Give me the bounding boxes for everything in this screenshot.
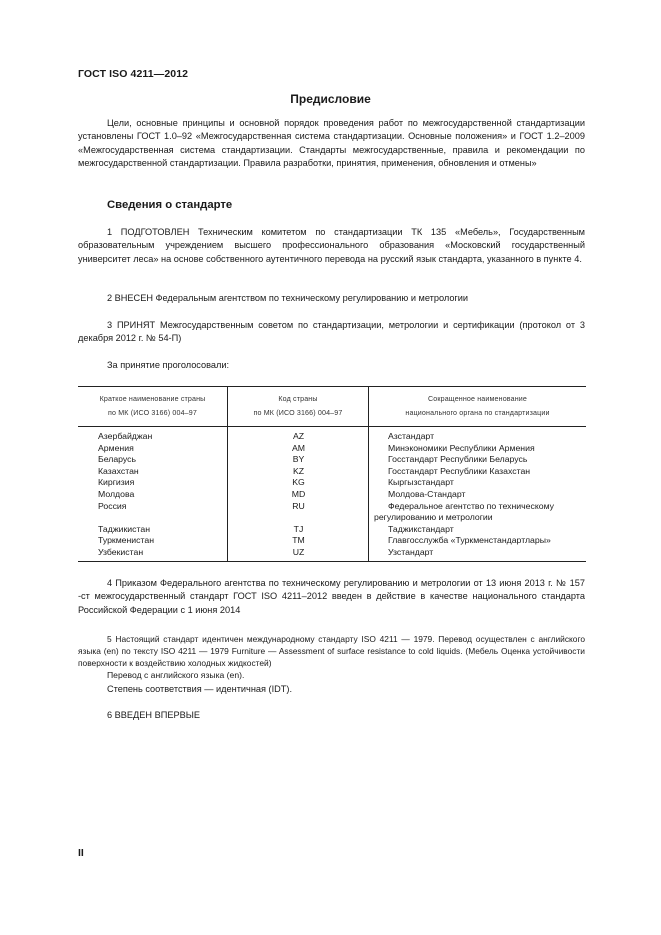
country-name: Беларусь bbox=[98, 454, 136, 465]
section-title: Сведения о стандарте bbox=[107, 199, 233, 211]
header-standards-body: Сокращенное наименование национального органа по стандартизации bbox=[405, 395, 550, 417]
header-country-name: Краткое наименование страны по МК (ИСО 3166) 004–97 bbox=[99, 395, 206, 417]
standards-body: регулированию и метрологии bbox=[374, 512, 493, 523]
standards-body: Госстандарт Республики Казахстан bbox=[388, 465, 531, 476]
standards-body: Таджикстандарт bbox=[388, 523, 454, 534]
country-name: Армения bbox=[98, 442, 134, 453]
country-code bbox=[228, 512, 369, 524]
translation-note: Перевод с английского языка (en). bbox=[107, 670, 245, 680]
preface-title: Предисловие bbox=[290, 92, 371, 106]
item-4-order: 4 Приказом Федерального агентства по техническому регулированию и метрологии от 13 июня 2013 г. № 157 -ст межгосударственный стандарт ГОСТ ISO 4211–2012 введен в действие в качестве национального стандарта Российской Федерации с 1 июня 2014 bbox=[78, 578, 585, 615]
country-name-column bbox=[98, 431, 154, 559]
country-code-column bbox=[228, 431, 369, 559]
item-1-prepared: 1 ПОДГОТОВЛЕН Техническим комитетом по стандартизации ТК 135 «Мебель», Государственным образовательным учреждением высшего профессионального образования «Московский государственный университет леса» на основе собственного аутентичного перевода на русский язык стандарта, указанного в пункте 4. bbox=[78, 227, 585, 264]
standards-body: Азстандарт bbox=[388, 431, 435, 441]
country-name: Россия bbox=[98, 500, 127, 511]
voted-label: За принятие проголосовали: bbox=[107, 360, 230, 370]
country-name: Туркменистан bbox=[98, 535, 155, 546]
country-name: Казахстан bbox=[98, 465, 139, 476]
page-number: II bbox=[78, 847, 84, 859]
standards-body: Госстандарт Республики Беларусь bbox=[388, 454, 528, 465]
country-code: KZ bbox=[292, 465, 305, 476]
header-country-code: Код страны по МК (ИСО 3166) 004–97 bbox=[253, 395, 343, 417]
standards-body: Молдова-Стандарт bbox=[388, 488, 466, 499]
preface-text: Цели, основные принципы и основной порядок проведения работ по межгосударственной стандартизации установлены ГОСТ 1.0–92 «Межгосударственная система стандартизации. Основные положения» и ГОСТ 1.2–2009 «Межгосударственная система стандартизации. Стандарты межгосударственные, правила и рекомендации по межгосударственной стандартизации. Правила разработки, принятия, применения, обновления и отмены» bbox=[78, 118, 585, 168]
standards-body-column bbox=[374, 431, 554, 559]
country-name: Киргизия bbox=[98, 477, 135, 488]
country-code: TJ bbox=[293, 523, 304, 534]
country-code: KG bbox=[292, 477, 305, 488]
country-code: RU bbox=[292, 500, 305, 511]
country-code: UZ bbox=[292, 546, 305, 557]
country-code: AM bbox=[291, 442, 306, 453]
country-code: AZ bbox=[292, 431, 305, 441]
country-name: Узбекистан bbox=[98, 546, 144, 557]
standards-body: Главгосслужба «Туркменстандартлары» bbox=[388, 535, 551, 546]
country-code: MD bbox=[291, 488, 306, 499]
item-6-first-introduced: 6 ВВЕДЕН ВПЕРВЫЕ bbox=[107, 710, 200, 720]
country-name: Молдова bbox=[98, 488, 135, 499]
table-header-rule bbox=[78, 426, 586, 427]
country-code: BY bbox=[292, 454, 305, 465]
country-name: Таджикистан bbox=[98, 523, 150, 534]
item-2-submitted: 2 ВНЕСЕН Федеральным агентством по техническому регулированию и метрологии bbox=[107, 293, 469, 303]
standards-body: Минэкономики Республики Армения bbox=[388, 442, 535, 453]
standards-body: Узстандарт bbox=[388, 546, 434, 557]
item-5-identical: 5 Настоящий стандарт идентичен международному стандарту ISO 4211 — 1979. Перевод осуществлен с английского языка (en) по тексту ISO 4211 — 1979 Furniture — Assessment of surface resistance to cold liquids. (Мебель Оценка устойчивости поверхности к воздействию холодных жидкостей) bbox=[78, 634, 585, 668]
voting-table bbox=[78, 386, 586, 562]
item-3-adopted: 3 ПРИНЯТ Межгосударственным советом по стандартизации, метрологии и сертификации (протокол от 3 декабря 2012 г. № 54-П) bbox=[78, 320, 585, 344]
conformity-degree: Степень соответствия — идентичная (IDT). bbox=[107, 684, 293, 694]
standards-body: Федеральное агентство по техническому bbox=[388, 500, 554, 511]
document-code-header: ГОСТ ISO 4211—2012 bbox=[78, 68, 189, 80]
country-name bbox=[98, 512, 154, 524]
country-name: Азербайджан bbox=[98, 431, 153, 441]
country-code: TM bbox=[292, 535, 305, 546]
standards-body: Кыргызстандарт bbox=[388, 477, 454, 488]
